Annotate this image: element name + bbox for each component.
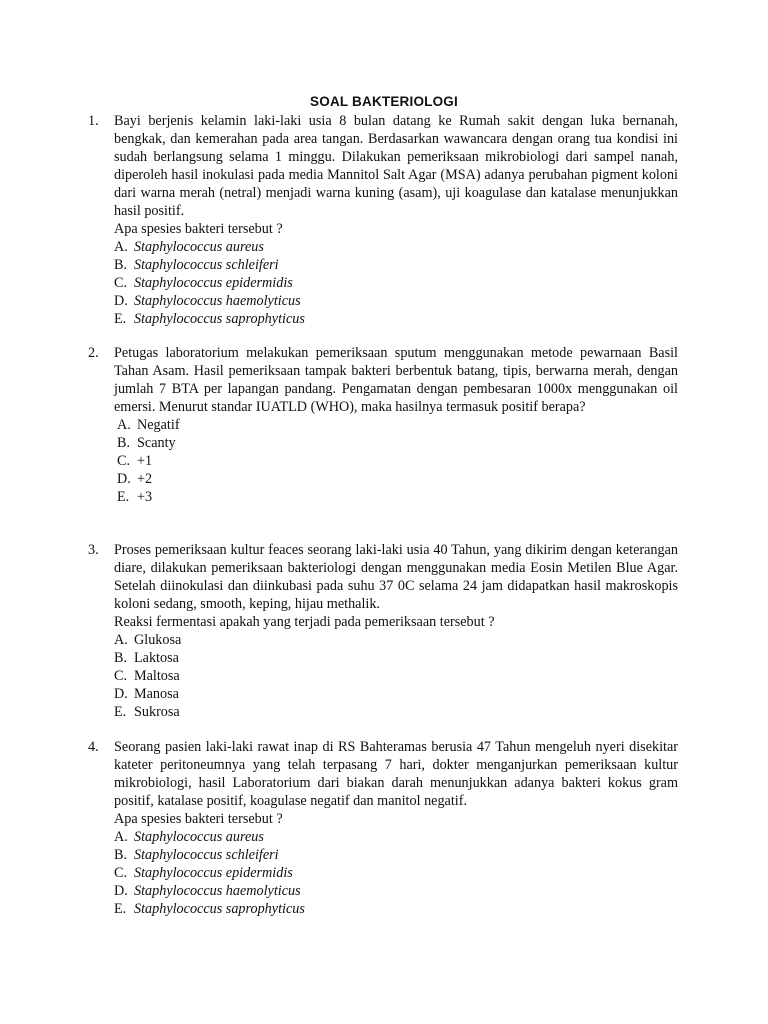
answer-option-e xyxy=(114,900,678,918)
option-letter: C. xyxy=(114,668,128,684)
option-text: +1 xyxy=(137,453,153,469)
option-text: +3 xyxy=(137,489,153,505)
option-letter: D. xyxy=(114,883,128,899)
option-text: Sukrosa xyxy=(134,704,180,720)
option-letter: C. xyxy=(114,275,128,291)
option-text: Staphylococcus haemolyticus xyxy=(134,883,301,899)
answer-option-c xyxy=(114,274,678,292)
question-text: Proses pemeriksaan kultur feaces seorang laki-laki usia 40 Tahun, yang dikirim dengan keterangan diare, dilakukan pemeriksaan bakteriologi dengan menggunakan media Eosin Metilen Blue Agar. Setelah diinokulasi dan diinkubasi pada suhu 37 0C selama 24 jam didapatkan hasil makroskopis koloni sedang, smooth, keping, hijau methalik. xyxy=(114,542,678,612)
option-letter: D. xyxy=(117,471,131,487)
answer-option-c xyxy=(114,864,678,882)
option-text: Staphylococcus epidermidis xyxy=(134,275,293,291)
question-prompt: Apa spesies bakteri tersebut ? xyxy=(114,221,283,237)
option-text: Staphylococcus saprophyticus xyxy=(134,311,305,327)
option-letter: E. xyxy=(114,901,127,917)
option-letter: E. xyxy=(117,489,130,505)
answer-option-e xyxy=(114,310,678,328)
question-prompt: Reaksi fermentasi apakah yang terjadi pada pemeriksaan tersebut ? xyxy=(114,614,495,630)
option-text: Staphylococcus haemolyticus xyxy=(134,293,301,309)
option-text: Staphylococcus aureus xyxy=(134,239,264,255)
answer-options xyxy=(114,631,678,721)
answer-option-a xyxy=(114,238,678,256)
answer-option-b xyxy=(114,434,678,452)
option-letter: C. xyxy=(117,453,131,469)
question-number: 4. xyxy=(88,739,99,755)
option-letter: B. xyxy=(114,847,128,863)
question-text: Bayi berjenis kelamin laki-laki usia 8 bulan datang ke Rumah sakit dengan luka bernanah, bengkak, dan kemerahan pada area tangan. Berdasarkan wawancara dengan orang tua kondisi ini sudah berlangsung selama 1 minggu. Dilakukan pemeriksaan mikrobiologi dari sampel nanah, diperoleh hasil inokulasi pada media Mannitol Salt Agar (MSA) adanya perubahan pigment koloni dari warna merah (netral) menjadi warna kuning (asam), uji koagulase dan katalase menunjukkan hasil positif. xyxy=(114,113,678,219)
option-text: Scanty xyxy=(137,435,176,451)
answer-option-e xyxy=(114,488,678,506)
answer-option-d xyxy=(114,470,678,488)
answer-options xyxy=(114,238,678,328)
option-letter: A. xyxy=(114,829,128,845)
answer-option-b xyxy=(114,649,678,667)
option-text: Staphylococcus aureus xyxy=(134,829,264,845)
question-1 xyxy=(88,112,678,328)
answer-options xyxy=(114,828,678,918)
question-4 xyxy=(88,738,678,918)
option-letter: D. xyxy=(114,686,128,702)
option-letter: E. xyxy=(114,311,127,327)
option-text: Manosa xyxy=(134,686,179,702)
answer-option-a xyxy=(114,828,678,846)
option-letter: B. xyxy=(114,257,128,273)
option-letter: D. xyxy=(114,293,128,309)
answer-option-a xyxy=(114,631,678,649)
option-text: Maltosa xyxy=(134,668,180,684)
answer-option-c xyxy=(114,667,678,685)
question-number: 2. xyxy=(88,345,99,361)
option-letter: E. xyxy=(114,704,127,720)
question-text: Petugas laboratorium melakukan pemeriksaan sputum menggunakan metode pewarnaan Basil Tahan Asam. Hasil pemeriksaan tampak bakteri berbentuk batang, tipis, berwarna merah, dengan jumlah 7 BTA per lapangan pandang. Pengamatan dengan pembesaran 1000x menggunakan oil emersi. Menurut standar IUATLD (WHO), maka hasilnya termasuk positif berapa? xyxy=(114,345,678,415)
answer-option-c xyxy=(114,452,678,470)
question-number: 3. xyxy=(88,542,99,558)
answer-option-e xyxy=(114,703,678,721)
question-text: Seorang pasien laki-laki rawat inap di RS Bahteramas berusia 47 Tahun mengeluh nyeri disekitar kateter peritoneumnya yang telah terpasang 7 hari, dokter menganjurkan pemeriksaan kultur mikrobiologi, hasil Laboratorium dari biakan darah menunjukkan adanya bakteri kokus gram positif, katalase positif, koagulase negatif dan manitol negatif. xyxy=(114,739,678,809)
answer-option-d xyxy=(114,882,678,900)
option-letter: A. xyxy=(114,632,128,648)
option-text: Glukosa xyxy=(134,632,182,648)
answer-option-b xyxy=(114,846,678,864)
option-text: Staphylococcus schleiferi xyxy=(134,257,279,273)
document-title: SOAL BAKTERIOLOGI xyxy=(310,94,458,109)
answer-option-b xyxy=(114,256,678,274)
answer-option-d xyxy=(114,685,678,703)
option-text: +2 xyxy=(137,471,153,487)
question-2 xyxy=(88,344,678,506)
option-letter: B. xyxy=(114,650,128,666)
option-letter: A. xyxy=(114,239,128,255)
question-3 xyxy=(88,541,678,721)
question-number: 1. xyxy=(88,113,99,129)
answer-options xyxy=(114,416,678,506)
option-text: Staphylococcus saprophyticus xyxy=(134,901,305,917)
answer-option-d xyxy=(114,292,678,310)
option-letter: B. xyxy=(117,435,131,451)
option-text: Laktosa xyxy=(134,650,179,666)
answer-option-a xyxy=(114,416,678,434)
question-prompt: Apa spesies bakteri tersebut ? xyxy=(114,811,283,827)
option-letter: A. xyxy=(117,417,131,433)
option-text: Staphylococcus epidermidis xyxy=(134,865,293,881)
option-letter: C. xyxy=(114,865,128,881)
option-text: Staphylococcus schleiferi xyxy=(134,847,279,863)
option-text: Negatif xyxy=(137,417,180,433)
